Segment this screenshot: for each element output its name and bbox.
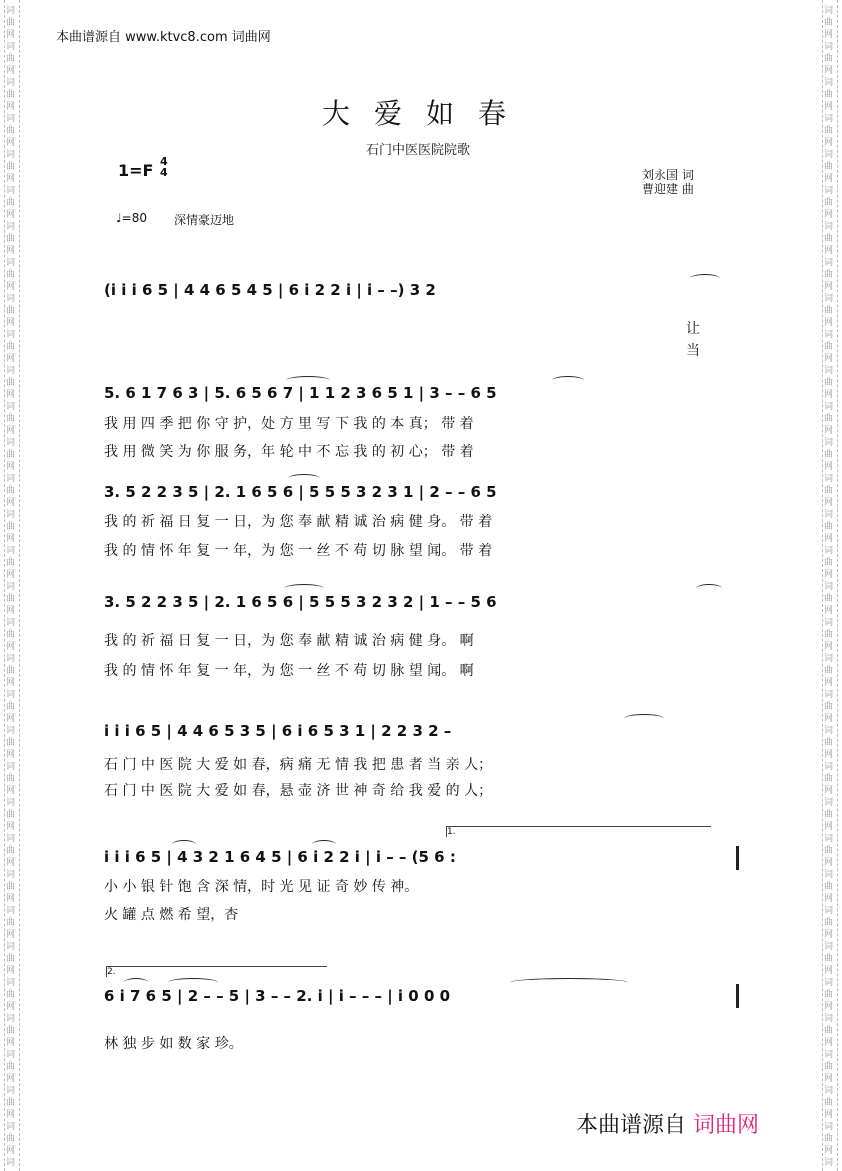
watermark-glyph: 曲 [6,738,16,748]
watermark-glyph: 曲 [824,774,834,784]
watermark-glyph: 词 [824,942,834,952]
watermark-glyph: 网 [824,1038,834,1048]
watermark-glyph: 曲 [824,90,834,100]
watermark-glyph: 网 [824,1146,834,1156]
watermark-glyph: 词 [824,1014,834,1024]
watermark-glyph: 曲 [824,270,834,280]
watermark-glyph: 网 [6,390,16,400]
watermark-glyph: 网 [824,678,834,688]
lyric-row-4b: 我 的 情 怀 年 复 一 年，为 您 一 丝 不 苟 切 脉 望 闻。 啊 [104,663,474,679]
watermark-glyph: 网 [824,1002,834,1012]
watermark-glyph: 曲 [6,1062,16,1072]
source-header: 本曲谱源自 www.ktvc8.com 词曲网 [56,30,271,45]
volta-label-2: 2. [107,967,116,977]
watermark-glyph: 曲 [6,198,16,208]
watermark-glyph: 曲 [824,666,834,676]
watermark-glyph: 曲 [6,918,16,928]
watermark-glyph: 词 [6,618,16,628]
lyric-row-7a: 林 独 步 如 数 家 珍。 [104,1036,243,1052]
slur [312,840,336,849]
watermark-glyph: 网 [824,894,834,904]
watermark-glyph: 曲 [824,198,834,208]
watermark-glyph: 词 [6,222,16,232]
lyric-row-4a: 我 的 祈 福 日 复 一 日，为 您 奉 献 精 诚 治 病 健 身。 啊 [104,633,474,649]
watermark-glyph: 曲 [824,486,834,496]
watermark-glyph: 词 [6,1122,16,1132]
watermark-glyph: 曲 [6,702,16,712]
watermark-glyph: 曲 [824,1026,834,1036]
watermark-glyph: 曲 [824,630,834,640]
watermark-glyph: 网 [6,678,16,688]
watermark-glyph: 网 [824,462,834,472]
slur [172,840,196,849]
lyric-row-6a: 小 小 银 针 饱 含 深 情，时 光 见 证 奇 妙 传 神。 [104,879,419,895]
lyric-row-3b: 我 的 情 怀 年 复 一 年，为 您 一 丝 不 苟 切 脉 望 闻。 带 着 [104,543,493,559]
page-title: 大爱如春 [322,97,531,130]
watermark-glyph: 词 [6,438,16,448]
lyric-row-5b: 石 门 中 医 院 大 爱 如 春，悬 壶 济 世 神 奇 给 我 爱 的 人； [104,783,493,799]
final-barline [736,984,739,1008]
score-row-1: (i i i 6 5 | 4 4 6 5 4 5 | 6 i 2 2 i | i – –) 3 2 [104,281,436,299]
lyric-row-6b: 火 罐 点 燃 希 望，杏 [104,907,239,923]
watermark-glyph: 曲 [824,18,834,28]
watermark-glyph: 网 [824,822,834,832]
watermark-glyph: 词 [824,438,834,448]
slur [552,376,584,385]
watermark-glyph: 曲 [824,810,834,820]
watermark-glyph: 网 [6,246,16,256]
watermark-glyph: 词 [824,978,834,988]
watermark-glyph: 曲 [6,234,16,244]
time-denominator: 4 [160,166,168,179]
watermark-glyph: 词 [6,762,16,772]
watermark-glyph: 曲 [824,306,834,316]
slur [284,584,324,593]
watermark-glyph: 词 [6,870,16,880]
watermark-glyph: 词 [824,726,834,736]
watermark-glyph: 词 [824,798,834,808]
watermark-glyph: 词 [6,42,16,52]
score-row-4: 3. 5 2 2 3 5 | 2. 1 6 5 6 | 5 5 5 3 2 3 2 | 1 – – 5 6 [104,593,497,611]
watermark-glyph: 网 [824,210,834,220]
watermark-glyph: 曲 [824,1062,834,1072]
slur [510,978,628,987]
watermark-glyph: 曲 [6,810,16,820]
watermark-glyph: 词 [824,150,834,160]
watermark-glyph: 词 [824,78,834,88]
watermark-glyph: 网 [6,66,16,76]
watermark-glyph: 词 [6,330,16,340]
watermark-glyph: 词 [824,366,834,376]
watermark-glyph: 曲 [6,90,16,100]
watermark-glyph: 词 [824,1122,834,1132]
watermark-glyph: 词 [824,222,834,232]
watermark-glyph: 网 [6,966,16,976]
watermark-glyph: 网 [6,534,16,544]
watermark-glyph: 曲 [6,414,16,424]
watermark-glyph: 曲 [824,594,834,604]
repeat-barline [736,846,739,870]
watermark-glyph: 词 [6,402,16,412]
slur [624,714,664,723]
slur [288,474,320,483]
watermark-glyph: 网 [6,858,16,868]
watermark-glyph: 词 [6,366,16,376]
watermark-glyph: 曲 [6,1026,16,1036]
watermark-glyph: 网 [824,498,834,508]
watermark-glyph: 网 [824,102,834,112]
watermark-glyph: 曲 [6,486,16,496]
watermark-glyph: 曲 [824,54,834,64]
lyric-row-2a: 我 用 四 季 把 你 守 护，处 方 里 写 下 我 的 本 真； 带 着 [104,416,474,432]
watermark-glyph: 曲 [824,990,834,1000]
watermark-glyph: 网 [824,318,834,328]
score-row-3: 3. 5 2 2 3 5 | 2. 1 6 5 6 | 5 5 5 3 2 3 1 | 2 – – 6 5 [104,483,497,501]
watermark-glyph: 词 [6,6,16,16]
score-row-2: 5. 6 1 7 6 3 | 5. 6 5 6 7 | 1 1 2 3 6 5 1 | 3 – – 6 5 [104,384,497,402]
watermark-glyph: 词 [6,654,16,664]
watermark-glyph: 曲 [6,342,16,352]
watermark-glyph: 词 [824,186,834,196]
second-ending-bracket [106,966,327,977]
key-signature: 1=F [118,161,154,180]
watermark-glyph: 网 [6,894,16,904]
watermark-glyph: 词 [824,294,834,304]
watermark-glyph: 词 [824,546,834,556]
watermark-glyph: 网 [824,174,834,184]
watermark-glyph: 词 [824,834,834,844]
slur [168,978,218,987]
watermark-glyph: 曲 [6,378,16,388]
first-ending-bracket [446,826,711,837]
pickup-lyric-1: 让 [686,321,700,337]
watermark-glyph: 曲 [824,234,834,244]
watermark-glyph: 词 [824,618,834,628]
watermark-glyph: 曲 [6,306,16,316]
watermark-glyph: 词 [824,1050,834,1060]
watermark-glyph: 词 [6,510,16,520]
watermark-glyph: 曲 [6,1098,16,1108]
score-row-7: 6 i 7 6 5 | 2 – – 5 | 3 – – 2. i | i – – – | i 0 0 0 [104,987,451,1005]
watermark-glyph: 曲 [6,846,16,856]
watermark-glyph: 网 [824,246,834,256]
watermark-glyph: 词 [6,1014,16,1024]
watermark-glyph: 词 [824,258,834,268]
watermark-glyph: 网 [824,30,834,40]
subtitle: 石门中医医院院歌 [366,143,471,158]
watermark-glyph: 网 [6,822,16,832]
watermark-glyph: 网 [6,1074,16,1084]
watermark-glyph: 网 [6,606,16,616]
watermark-glyph: 词 [824,42,834,52]
watermark-glyph: 词 [6,78,16,88]
time-signature [160,156,168,178]
watermark-glyph: 网 [6,210,16,220]
watermark-glyph: 网 [824,930,834,940]
watermark-glyph: 曲 [824,162,834,172]
slur [124,978,148,987]
watermark-glyph: 曲 [6,162,16,172]
watermark-glyph: 网 [6,1038,16,1048]
watermark-glyph: 曲 [6,666,16,676]
slur [286,376,330,385]
watermark-glyph: 词 [6,546,16,556]
watermark-glyph: 词 [6,150,16,160]
watermark-glyph: 网 [824,1110,834,1120]
watermark-glyph: 曲 [824,702,834,712]
footer-source [576,1108,759,1139]
watermark-glyph: 词 [824,870,834,880]
watermark-glyph: 网 [824,786,834,796]
score-row-6: i i i 6 5 | 4 3 2 1 6 4 5 | 6 i 2 2 i | i – – (5 6 : [104,848,456,866]
watermark-glyph: 词 [824,582,834,592]
watermark-glyph: 词 [824,6,834,16]
watermark-glyph: 网 [824,750,834,760]
watermark-glyph: 曲 [824,738,834,748]
pickup-lyric-2: 当 [686,343,700,359]
score-row-5: i i i 6 5 | 4 4 6 5 3 5 | 6 i 6 5 3 1 | 2 2 3 2 – [104,722,452,740]
watermark-glyph: 网 [824,642,834,652]
watermark-glyph: 网 [824,1074,834,1084]
watermark-glyph: 网 [6,786,16,796]
watermark-glyph: 曲 [824,126,834,136]
watermark-glyph: 网 [6,1002,16,1012]
watermark-glyph: 词 [6,726,16,736]
watermark-glyph: 网 [824,570,834,580]
watermark-glyph: 网 [824,138,834,148]
watermark-glyph: 词 [824,690,834,700]
composer-credit: 曹迎建 曲 [642,182,694,196]
watermark-glyph: 曲 [824,918,834,928]
watermark-glyph: 网 [6,930,16,940]
footer-text: 本曲谱源自 [576,1113,687,1138]
watermark-glyph: 词 [824,474,834,484]
watermark-glyph: 网 [824,714,834,724]
watermark-glyph: 网 [6,102,16,112]
watermark-glyph: 网 [6,354,16,364]
watermark-glyph: 网 [824,66,834,76]
watermark-glyph: 词 [6,942,16,952]
watermark-glyph: 词 [6,1158,16,1168]
watermark-glyph: 曲 [824,558,834,568]
watermark-glyph: 网 [6,462,16,472]
watermark-glyph: 词 [824,330,834,340]
watermark-glyph: 词 [6,258,16,268]
watermark-glyph: 曲 [6,270,16,280]
watermark-glyph: 网 [6,498,16,508]
watermark-glyph: 曲 [6,126,16,136]
watermark-glyph: 词 [6,474,16,484]
volta-label-1: 1. [447,827,456,837]
watermark-glyph: 词 [824,1086,834,1096]
watermark-glyph: 曲 [6,774,16,784]
lyric-row-2b: 我 用 微 笑 为 你 服 务，年 轮 中 不 忘 我 的 初 心； 带 着 [104,444,474,460]
watermark-glyph: 词 [6,186,16,196]
watermark-glyph: 曲 [824,414,834,424]
watermark-glyph: 词 [6,1050,16,1060]
watermark-glyph: 词 [6,690,16,700]
watermark-glyph: 词 [824,762,834,772]
lyric-row-3a: 我 的 祈 福 日 复 一 日，为 您 奉 献 精 诚 治 病 健 身。 带 着 [104,514,493,530]
watermark-glyph: 曲 [824,450,834,460]
watermark-glyph: 曲 [6,558,16,568]
watermark-glyph: 网 [6,282,16,292]
watermark-glyph: 曲 [824,882,834,892]
watermark-glyph: 网 [6,30,16,40]
watermark-glyph: 网 [6,750,16,760]
watermark-glyph: 网 [6,1110,16,1120]
watermark-glyph: 词 [6,114,16,124]
watermark-glyph: 曲 [824,846,834,856]
watermark-glyph: 曲 [6,954,16,964]
watermark-glyph: 网 [824,426,834,436]
footer-brand: 词曲网 [693,1113,760,1138]
watermark-glyph: 词 [824,654,834,664]
watermark-glyph: 曲 [824,342,834,352]
watermark-glyph: 曲 [6,54,16,64]
watermark-glyph: 词 [824,1158,834,1168]
watermark-glyph: 曲 [6,630,16,640]
watermark-glyph: 词 [6,798,16,808]
slur [690,274,720,283]
watermark-glyph: 词 [824,906,834,916]
slur [696,584,722,593]
watermark-glyph: 词 [824,402,834,412]
watermark-glyph: 曲 [6,594,16,604]
watermark-glyph: 曲 [824,378,834,388]
tempo-mark: ♩=80 [116,211,147,225]
watermark-glyph: 曲 [6,18,16,28]
watermark-glyph: 词 [6,582,16,592]
watermark-glyph: 曲 [824,954,834,964]
watermark-glyph: 网 [6,714,16,724]
watermark-glyph: 曲 [6,1134,16,1144]
watermark-glyph: 网 [6,318,16,328]
watermark-glyph: 网 [824,966,834,976]
watermark-glyph: 词 [6,294,16,304]
watermark-glyph: 词 [6,906,16,916]
watermark-glyph: 词 [824,114,834,124]
watermark-glyph: 曲 [824,1098,834,1108]
watermark-glyph: 曲 [6,882,16,892]
watermark-glyph: 网 [824,534,834,544]
watermark-glyph: 网 [824,354,834,364]
watermark-glyph: 网 [6,570,16,580]
watermark-glyph: 曲 [824,522,834,532]
lyricist-credit: 刘永国 词 [642,168,694,182]
watermark-glyph: 曲 [6,450,16,460]
watermark-glyph: 网 [6,138,16,148]
watermark-glyph: 网 [824,390,834,400]
watermark-glyph: 词 [6,978,16,988]
watermark-glyph: 网 [824,282,834,292]
watermark-glyph: 词 [824,510,834,520]
time-numerator: 4 [160,155,168,168]
watermark-glyph: 曲 [6,990,16,1000]
watermark-glyph: 词 [6,1086,16,1096]
watermark-glyph: 网 [6,426,16,436]
watermark-glyph: 网 [824,858,834,868]
watermark-glyph: 网 [824,606,834,616]
watermark-glyph: 网 [6,642,16,652]
watermark-glyph: 词 [6,834,16,844]
watermark-glyph: 网 [6,1146,16,1156]
lyric-row-5a: 石 门 中 医 院 大 爱 如 春，病 痛 无 情 我 把 患 者 当 亲 人； [104,757,493,773]
watermark-glyph: 曲 [6,522,16,532]
expression-mark: 深情豪迈地 [174,213,235,227]
watermark-glyph: 曲 [824,1134,834,1144]
watermark-glyph: 网 [6,174,16,184]
